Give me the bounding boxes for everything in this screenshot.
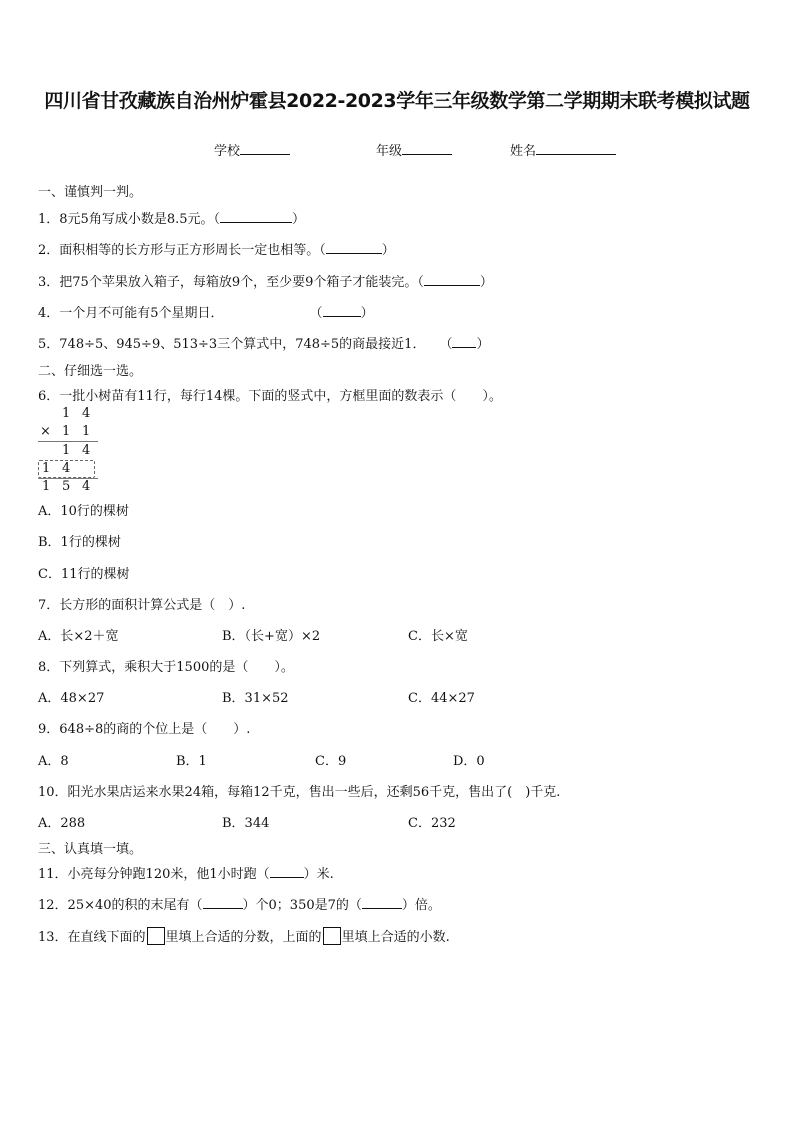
question-13-part3: 里填上合适的小数. <box>341 930 450 945</box>
question-13 <box>38 926 450 945</box>
grade-blank[interactable] <box>402 142 452 155</box>
vm-digit: 4 <box>62 461 71 476</box>
school-blank[interactable] <box>240 142 290 155</box>
multiply-sign: × <box>40 424 51 439</box>
question-4 <box>38 302 374 321</box>
question-13-part1: 13．在直线下面的 <box>38 930 146 945</box>
option-c[interactable]: C．232 <box>408 816 456 831</box>
question-11 <box>38 863 334 882</box>
option-a[interactable]: A．10行的棵树 <box>38 504 129 519</box>
option-b[interactable]: B．31×52 <box>222 691 289 706</box>
vm-digit: 4 <box>82 406 91 421</box>
question-2-close: ） <box>381 243 395 258</box>
vm-digit: 4 <box>82 479 91 494</box>
answer-blank-12b[interactable] <box>362 896 402 909</box>
question-10: 10．阳光水果店运来水果24箱，每箱12千克，售出一些后，还剩56千克，售出了( )千克. <box>38 785 561 800</box>
question-13-part2: 里填上合适的分数，上面的 <box>165 930 322 945</box>
answer-blank-12a[interactable] <box>203 896 243 909</box>
answer-blank-11[interactable] <box>270 865 304 878</box>
vm-digit: 1 <box>42 479 51 494</box>
question-12 <box>38 894 441 913</box>
grade-field[interactable] <box>376 140 452 159</box>
answer-box-decimal[interactable] <box>323 927 341 945</box>
option-b[interactable]: B．（长+宽）×2 <box>222 629 321 644</box>
vm-digit: 1 <box>42 461 51 476</box>
question-1-close: ） <box>292 212 306 227</box>
vm-digit: 4 <box>82 443 91 458</box>
question-3-text: 3．把75个苹果放入箱子，每箱放9个，至少要9个箱子才能装完。（ <box>38 275 424 290</box>
question-6: 6．一批小树苗有11行，每行14棵。下面的竖式中，方框里面的数表示（ ）。 <box>38 389 502 404</box>
answer-blank-2[interactable] <box>326 241 382 254</box>
question-1-text: 1．8元5角写成小数是8.5元。（ <box>38 212 220 227</box>
question-12-text: 12．25×40的积的末尾有（ <box>38 898 203 913</box>
question-1 <box>38 208 305 227</box>
vm-digit: 1 <box>62 443 71 458</box>
question-11-text: 11．小亮每分钟跑120米，他1小时跑（ <box>38 867 270 882</box>
school-label: 学校 <box>214 144 241 159</box>
question-9: 9．648÷8的商的个位上是（ ）. <box>38 722 251 737</box>
vertical-multiplication <box>38 406 108 496</box>
option-a[interactable]: A．8 <box>38 754 69 769</box>
question-4-text: 4．一个月不可能有5个星期日． <box>38 306 224 321</box>
question-4-open: （ <box>309 306 323 321</box>
vm-digit: 1 <box>82 424 91 439</box>
section-heading-2: 二、仔细选一选。 <box>38 364 143 379</box>
answer-blank-1[interactable] <box>220 210 292 223</box>
option-b[interactable]: B．344 <box>222 816 270 831</box>
vm-digit: 1 <box>62 424 71 439</box>
question-4-close: ） <box>360 306 374 321</box>
question-3 <box>38 271 493 290</box>
question-2-text: 2．面积相等的长方形与正方形周长一定也相等。（ <box>38 243 326 258</box>
option-c[interactable]: C．9 <box>315 754 347 769</box>
question-5 <box>38 333 489 352</box>
name-blank[interactable] <box>536 142 616 155</box>
question-3-close: ） <box>479 275 493 290</box>
page-title: 四川省甘孜藏族自治州炉霍县2022-2023学年三年级数学第二学期期末联考模拟试题 <box>44 90 750 112</box>
section-heading-3: 三、认真填一填。 <box>38 842 143 857</box>
question-2 <box>38 239 395 258</box>
option-a[interactable]: A．288 <box>38 816 86 831</box>
question-8: 8．下列算式，乘积大于1500的是（ ）。 <box>38 660 294 675</box>
section-heading-1: 一、谨慎判一判。 <box>38 185 143 200</box>
answer-box-fraction[interactable] <box>147 927 165 945</box>
option-c[interactable]: C．11行的棵树 <box>38 567 130 582</box>
question-12-mid: ）个0；350是7的（ <box>242 898 362 913</box>
answer-blank-3[interactable] <box>424 273 480 286</box>
question-7: 7．长方形的面积计算公式是（ ）. <box>38 598 246 613</box>
school-field[interactable] <box>214 140 290 159</box>
vm-rule <box>38 441 98 442</box>
vm-digit: 1 <box>62 406 71 421</box>
answer-blank-4[interactable] <box>323 304 361 317</box>
question-5-open: （ <box>439 337 453 352</box>
option-b[interactable]: B．1行的棵树 <box>38 535 121 550</box>
question-5-text: 5．748÷5、945÷9、513÷3三个算式中，748÷5的商最接近1． <box>38 337 426 352</box>
name-field[interactable] <box>510 140 616 159</box>
option-a[interactable]: A．48×27 <box>38 691 105 706</box>
grade-label: 年级 <box>376 144 403 159</box>
option-b[interactable]: B．1 <box>176 754 207 769</box>
vm-digit: 5 <box>62 479 71 494</box>
option-d[interactable]: D．0 <box>453 754 485 769</box>
option-c[interactable]: C．44×27 <box>408 691 475 706</box>
name-label: 姓名 <box>510 144 537 159</box>
question-5-close: ） <box>476 337 490 352</box>
answer-blank-5[interactable] <box>452 335 476 348</box>
option-a[interactable]: A．长×2＋宽 <box>38 629 119 644</box>
question-12-close: ）倍。 <box>401 898 441 913</box>
question-11-close: ）米. <box>303 867 334 882</box>
option-c[interactable]: C．长×宽 <box>408 629 468 644</box>
